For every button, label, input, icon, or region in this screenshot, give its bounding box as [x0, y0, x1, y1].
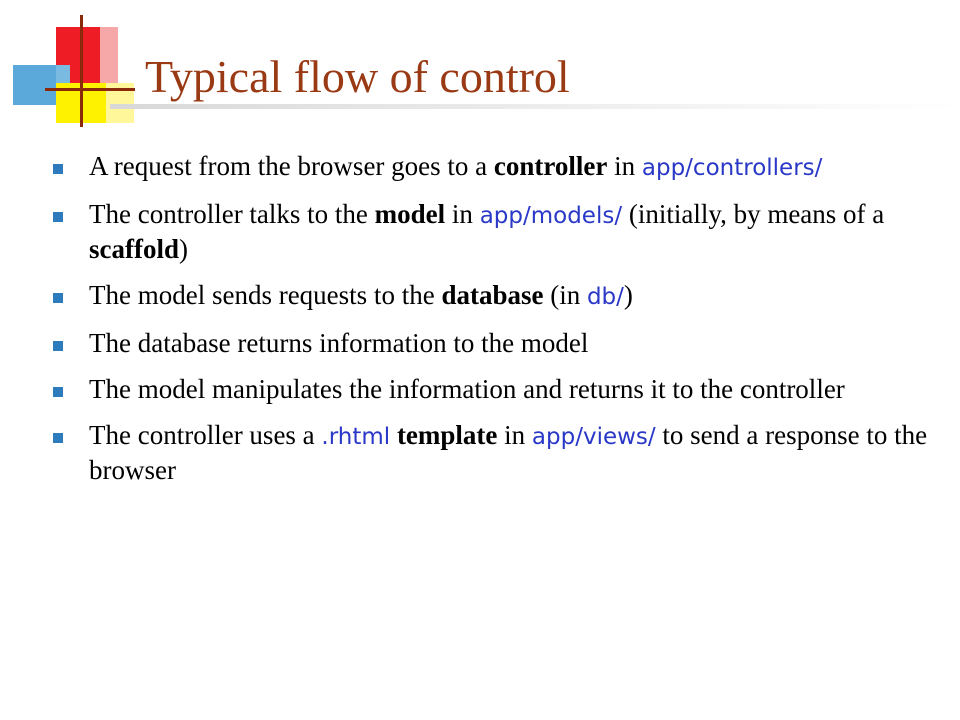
bullet-list [53, 150, 933, 500]
square-bullet-icon [53, 387, 63, 397]
code-path: app/views/ [531, 424, 656, 450]
bullet-item: The controller talks to the model in app/models/ (initially, by means of a scaffold) [53, 198, 933, 266]
square-bullet-icon [53, 164, 63, 174]
square-bullet-icon [53, 212, 63, 222]
code-path: app/controllers/ [641, 155, 823, 181]
bullet-item: The database returns information to the model [53, 327, 933, 360]
square-bullet-icon [53, 341, 63, 351]
bullet-item: A request from the browser goes to a controller in app/controllers/ [53, 150, 933, 185]
code-path: app/models/ [479, 203, 623, 229]
bullet-item: The controller uses a .rhtml template in app/views/ to send a response to the browser [53, 419, 933, 487]
slide-decoration-squares [0, 0, 140, 140]
bullet-item: The model manipulates the information and returns it to the controller [53, 373, 933, 406]
code-filetype: .rhtml [321, 424, 391, 450]
square-bullet-icon [53, 433, 63, 443]
square-bullet-icon [53, 293, 63, 303]
slide-title: Typical flow of control [145, 51, 570, 102]
title-underline [110, 104, 960, 109]
code-path: db/ [586, 284, 624, 310]
bullet-item: The model sends requests to the database (in db/) [53, 279, 933, 314]
